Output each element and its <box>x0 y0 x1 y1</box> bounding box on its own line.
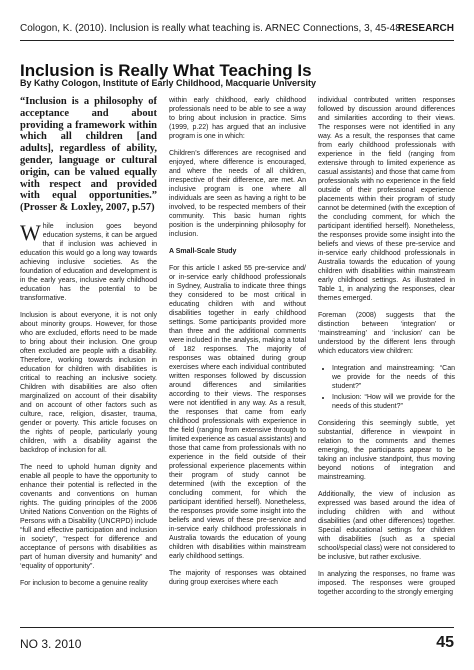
paragraph: For inclusion to become a genuine reality <box>20 579 148 587</box>
paragraph: Inclusion is about everyone, it is not only about minority groups. However, for those who are excluded, efforts need to be made to bring about their inclusion. One group often excluded are people with a disability. Therefore, working towards inclusion in education for children with disabilities is critical to reaching an inclusive society. Children with disabilities are also often marginalized on account of their disability and on account of other factors such as culture, race, religion, disaster, trauma, gender or poverty. This article focuses on the rights of people, particularly young children, with a disability against the backdrop of inclusion for all. <box>20 311 157 454</box>
paragraph: For this article I asked 55 pre-service and/ or in-service early childhood professionals in Sydney, Australia to indicate three things they considered to be most critical in educating children with and without disabilities together in early childhood settings. Some participants provided more than three and the additional comments were included in the analysis, making a total of 182 responses. The majority of responses was obtained during group exercises where each individual contributed written responses followed by discussion around differences and similarities according to their views. The responses were not identified in any way. As a result, the responses that came from early childhood professionals with experience in the field (ranging from extensive through to limited experience as casual assistants) and those that came from professionals with no experience in the field outside of their professional experience placements within their program of study cannot be determined (with the exception of the concluding comment, for which the participant identified herself). Nonetheless, the responses provide some insight into the beliefs and views of these pre-service and in-service early childhood professionals in Australia towards the education of young children with disabilities within mainstream early childhood settings. <box>169 265 306 560</box>
article-body <box>20 96 456 622</box>
issue-number: NO 3. 2010 <box>20 637 82 651</box>
column-2 <box>169 96 306 622</box>
paragraph <box>20 219 157 303</box>
paragraph: within early childhood, early childhood professionals need to be able to see a way to bring about inclusion in practice. Sims (1999, p.22) has argued that an inclusive program is one in which: <box>169 97 306 140</box>
paragraph: Additionally, the view of inclusion as expressed was based around the idea of including children with and without disabilities (and other differences) together. Special educational settings for children with disabilities (such as a special school/special class) were not considered to be inclusive, but rather exclusive. <box>318 491 455 561</box>
citation-line: Cologon, K. (2010). Inclusion is really what teaching is. ARNEC Connections, 3, 45-48 <box>20 23 401 34</box>
section-subheading: A Small-Scale Study <box>169 248 237 255</box>
bullet-item: • Inclusion: “How will we provide for the needs of this student?” <box>332 393 455 411</box>
running-header <box>20 22 454 36</box>
header-rule <box>20 40 454 41</box>
paragraph: Considering this seemingly subtle, yet substantial, difference in viewpoint in relation to the comments and themes emerging, the participants appear to be taking an inclusive standpoint, thus moving beyond notions of integration and mainstreaming. <box>318 420 455 481</box>
article-byline: By Kathy Cologon, Institute of Early Childhood, Macquarie University <box>20 78 317 88</box>
paragraph: The majority of responses was obtained during group exercises where each <box>169 570 306 586</box>
paragraph: In analyzing the responses, no frame was imposed. The responses were grouped together according to the strongly emerging <box>318 571 455 596</box>
section-label: RESEARCH <box>397 23 454 34</box>
column-1 <box>20 96 157 622</box>
page-number: 45 <box>436 634 454 651</box>
paragraph-text: hile inclusion goes beyond education systems, it can be argued that if inclusion was achieved in education this would go a long way towards achieving inclusive societies. As the foundation of education and development is in the early years, inclusive early childhood education has the potential to be transformative. <box>20 222 157 302</box>
pull-quote: “Inclusion is a philosophy of acceptance and about providing a framework within which all children [and adults], regardless of ability, gender, language or cultural origin, can be valued equally with respect and provided with equal opportunities.” (Prosser & Loxley, 2007, p.57) <box>20 96 157 214</box>
bullet-list <box>318 364 455 411</box>
paragraph: Foreman (2008) suggests that the distinction between ‘integration’ or ‘mainstreaming’ and ‘inclusion’ can be understood by the different lens through which educators view children: <box>318 312 455 355</box>
drop-cap: W <box>20 219 41 245</box>
quoted-paragraph: Children’s differences are recognised and enjoyed, where difference is encouraged, and where the needs of all children, irrespective of their difference, are met. An inclusive program is one where all individuals are seen as having a right to be involved, to be respected members of their community. This basic human rights position is the underpinning philosophy for inclusion. <box>169 150 306 238</box>
footer-rule <box>20 627 454 628</box>
bullet-item: • Integration and mainstreaming: “Can we provide for the needs of this student?” <box>332 364 455 391</box>
column-3 <box>318 96 455 622</box>
paragraph: The need to uphold human dignity and enable all people to have the opportunity to enhance their potential is reflected in the covenants and conventions on human rights. The guiding principles of the 2006 United Nations Convention on the Rights of Persons with a Disability (UNCRPD) include “full and effective participation and inclusion in society”, “respect for difference and acceptance of persons with disabilities as part of human diversity and humanity” and ‘equality of opportunity”. <box>20 463 157 570</box>
paragraph: individual contributed written responses followed by discussion around differences and similarities according to their views. The responses were not identified in any way. As a result, the responses that came from early childhood professionals with experience in the field (ranging from extensive through to limited experience as casual assistants) and those that came from professionals with no experience in the field outside of their professional experience placements within their program of study cannot be determined (with the exception of the concluding comment, for which the participant identified herself). Nonetheless, the responses provide some insight into the beliefs and views of these pre-service and in-service early childhood professionals in Australia towards the education of young children with disabilities within mainstream early childhood settings. As illustrated in Table 1, in analyzing the responses, clear themes emerged. <box>318 97 455 302</box>
article-title: Inclusion is Really What Teaching Is <box>20 61 312 81</box>
